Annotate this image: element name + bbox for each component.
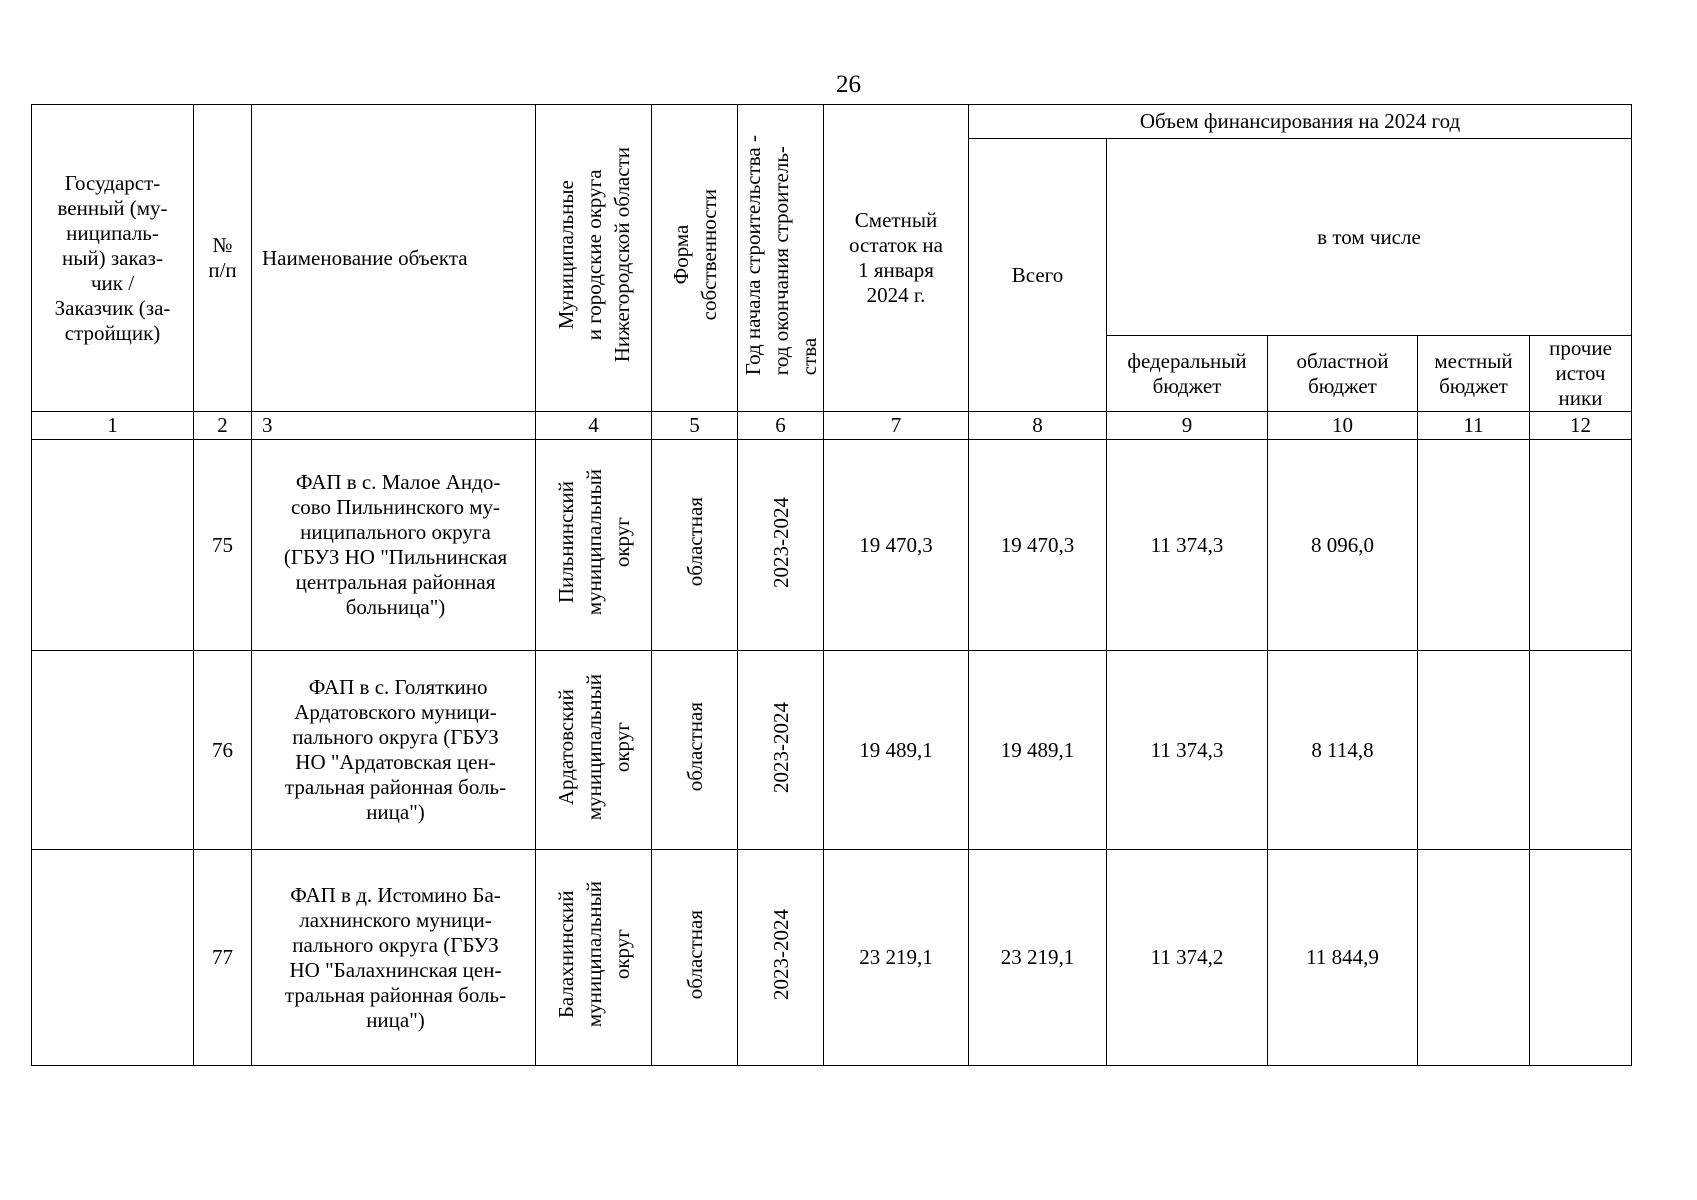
cell-total: 23 219,1 bbox=[969, 850, 1107, 1066]
header-years bbox=[738, 105, 824, 412]
header-customer-line: ный) заказ- bbox=[62, 245, 163, 270]
header-customer bbox=[32, 105, 194, 412]
header-estimate-line: остаток на bbox=[849, 233, 943, 257]
page-number: 26 bbox=[836, 71, 861, 98]
table-row bbox=[32, 440, 1632, 651]
cell-municipal-line: округ bbox=[609, 721, 634, 773]
cell-estimate: 23 219,1 bbox=[824, 850, 969, 1066]
cell-name-line: лахнинского муници- bbox=[299, 907, 492, 932]
column-number: 11 bbox=[1418, 412, 1530, 440]
cell-municipal-line: муниципальный bbox=[581, 881, 606, 1028]
header-federal bbox=[1107, 336, 1268, 412]
cell-total: 19 489,1 bbox=[969, 651, 1107, 850]
cell-object-name bbox=[252, 440, 536, 651]
header-object-name: Наименование объекта bbox=[252, 105, 536, 412]
cell-object-name bbox=[252, 651, 536, 850]
cell-name-line: НО "Балахнинская цен- bbox=[289, 957, 502, 982]
header-number-line: п/п bbox=[208, 258, 237, 282]
column-number: 1 bbox=[32, 412, 194, 440]
cell-local bbox=[1418, 850, 1530, 1066]
cell-local bbox=[1418, 440, 1530, 651]
cell-municipal-text bbox=[552, 469, 636, 615]
column-number: 7 bbox=[824, 412, 969, 440]
cell-other bbox=[1530, 440, 1632, 651]
cell-municipal bbox=[536, 850, 652, 1066]
table-row bbox=[32, 651, 1632, 850]
cell-municipal-line: Пильнинский bbox=[553, 480, 578, 604]
header-customer-line: венный (му- bbox=[57, 195, 168, 220]
cell-total: 19 470,3 bbox=[969, 440, 1107, 651]
cell-estimate: 19 470,3 bbox=[824, 440, 969, 651]
cell-name-line: сово Пильнинского му- bbox=[290, 495, 501, 519]
header-other-line: ники bbox=[1558, 386, 1603, 410]
header-ownership-line: Форма bbox=[668, 225, 693, 285]
cell-name-line: больница") bbox=[345, 595, 446, 619]
cell-municipal-line: муниципальный bbox=[581, 468, 606, 616]
cell-municipal-text bbox=[552, 674, 636, 820]
cell-ownership bbox=[652, 440, 738, 651]
column-number: 5 bbox=[652, 412, 738, 440]
header-other-line: источ bbox=[1555, 361, 1606, 385]
header-local-line: бюджет bbox=[1439, 373, 1508, 398]
cell-regional: 11 844,9 bbox=[1268, 850, 1418, 1066]
cell-federal: 11 374,3 bbox=[1107, 651, 1268, 850]
cell-years bbox=[738, 440, 824, 651]
cell-ownership-text: областная bbox=[682, 702, 707, 792]
header-years-line: ства bbox=[796, 337, 821, 376]
cell-number: 77 bbox=[194, 850, 252, 1066]
header-municipal-text bbox=[552, 147, 636, 362]
header-customer-line: чик / bbox=[90, 270, 135, 295]
cell-object-name bbox=[252, 850, 536, 1066]
column-number: 4 bbox=[536, 412, 652, 440]
header-local bbox=[1418, 336, 1530, 412]
cell-ownership bbox=[652, 850, 738, 1066]
header-estimate-line: 1 января bbox=[858, 258, 934, 282]
cell-federal: 11 374,3 bbox=[1107, 440, 1268, 651]
cell-municipal bbox=[536, 440, 652, 651]
header-estimate bbox=[824, 105, 969, 412]
header-years-text bbox=[739, 135, 823, 375]
header-customer-line: стройщик) bbox=[64, 320, 161, 345]
column-number: 6 bbox=[738, 412, 824, 440]
cell-local bbox=[1418, 651, 1530, 850]
column-number: 10 bbox=[1268, 412, 1418, 440]
column-numbers-row bbox=[32, 412, 1632, 440]
cell-ownership-text: областная bbox=[682, 497, 707, 587]
cell-municipal bbox=[536, 651, 652, 850]
cell-name-line: пального округа (ГБУЗ bbox=[292, 725, 499, 749]
cell-number: 76 bbox=[194, 651, 252, 850]
header-customer-line: Государст- bbox=[64, 170, 161, 195]
header-municipal-line: Муниципальные bbox=[553, 180, 578, 330]
cell-name-line: Ардатовского муници- bbox=[294, 700, 497, 724]
cell-municipal-line: Балахнинский bbox=[553, 890, 578, 1019]
cell-name-line: пального округа (ГБУЗ bbox=[292, 932, 499, 957]
header-other bbox=[1530, 336, 1632, 412]
header-estimate-line: Сметный bbox=[854, 208, 938, 232]
header-regional bbox=[1268, 336, 1418, 412]
header-municipal-line: и городские округа bbox=[581, 169, 606, 341]
cell-municipal-line: муниципальный bbox=[581, 673, 606, 821]
cell-federal: 11 374,2 bbox=[1107, 850, 1268, 1066]
header-federal-line: федеральный bbox=[1127, 348, 1247, 373]
header-customer-lines bbox=[32, 171, 193, 346]
header-other-line: прочие bbox=[1549, 336, 1612, 360]
header-years-line: год окончания строитель- bbox=[768, 146, 793, 376]
header-municipal-line: Нижегородской области bbox=[609, 147, 634, 363]
header-including: в том числе bbox=[1107, 139, 1632, 336]
cell-other bbox=[1530, 850, 1632, 1066]
cell-years-text: 2023-2024 bbox=[768, 496, 793, 588]
cell-regional: 8 096,0 bbox=[1268, 440, 1418, 651]
cell-ownership-text: областная bbox=[682, 909, 707, 1000]
header-ownership-text bbox=[667, 189, 723, 320]
header-financing: Объем финансирования на 2024 год bbox=[969, 105, 1632, 139]
column-number: 3 bbox=[252, 412, 536, 440]
header-number bbox=[194, 105, 252, 412]
column-number: 8 bbox=[969, 412, 1107, 440]
table-row bbox=[32, 850, 1632, 1066]
cell-name-line: (ГБУЗ НО "Пильнинская bbox=[283, 545, 508, 569]
cell-name-line: ФАП в д. Истомино Ба- bbox=[290, 882, 501, 907]
header-ownership-line: собственности bbox=[696, 189, 721, 321]
financing-table bbox=[31, 104, 1632, 1066]
cell-name-line: ница") bbox=[366, 1007, 425, 1032]
cell-ownership bbox=[652, 651, 738, 850]
cell-customer bbox=[32, 651, 194, 850]
cell-years-text: 2023-2024 bbox=[768, 701, 793, 793]
column-number: 2 bbox=[194, 412, 252, 440]
cell-years bbox=[738, 850, 824, 1066]
cell-number: 75 bbox=[194, 440, 252, 651]
header-number-line: № bbox=[212, 233, 233, 257]
cell-years bbox=[738, 651, 824, 850]
cell-other bbox=[1530, 651, 1632, 850]
header-customer-line: ниципаль- bbox=[66, 220, 159, 245]
header-regional-line: областной bbox=[1296, 348, 1389, 373]
header-years-line: Год начала строительства - bbox=[740, 134, 765, 376]
cell-name-line: центральная районная bbox=[295, 570, 496, 594]
header-federal-line: бюджет bbox=[1152, 373, 1222, 398]
header-ownership bbox=[652, 105, 738, 412]
header-customer-line: Заказчик (за- bbox=[54, 295, 171, 320]
cell-years-text: 2023-2024 bbox=[768, 909, 793, 1000]
cell-municipal-line: округ bbox=[609, 516, 634, 568]
cell-name-line: ниципального округа bbox=[300, 520, 491, 544]
column-number: 9 bbox=[1107, 412, 1268, 440]
cell-regional: 8 114,8 bbox=[1268, 651, 1418, 850]
cell-name-line: ФАП в с. Малое Андо- bbox=[290, 470, 501, 494]
header-municipal bbox=[536, 105, 652, 412]
cell-name-line: ница") bbox=[366, 800, 425, 824]
cell-customer bbox=[32, 440, 194, 651]
cell-municipal-line: Ардатовский bbox=[553, 688, 578, 806]
cell-name-line: ФАП в с. Голяткино bbox=[303, 675, 488, 699]
column-number: 12 bbox=[1530, 412, 1632, 440]
cell-municipal-line: округ bbox=[609, 929, 634, 980]
cell-name-line: тральная районная боль- bbox=[284, 775, 507, 799]
cell-name-line: тральная районная боль- bbox=[284, 982, 507, 1007]
cell-estimate: 19 489,1 bbox=[824, 651, 969, 850]
header-estimate-line: 2024 г. bbox=[866, 283, 926, 307]
cell-municipal-text bbox=[552, 881, 636, 1027]
cell-customer bbox=[32, 850, 194, 1066]
header-regional-line: бюджет bbox=[1308, 373, 1377, 398]
header-local-line: местный bbox=[1434, 348, 1513, 373]
header-total: Всего bbox=[969, 139, 1107, 412]
cell-name-line: НО "Ардатовская цен- bbox=[295, 750, 496, 774]
